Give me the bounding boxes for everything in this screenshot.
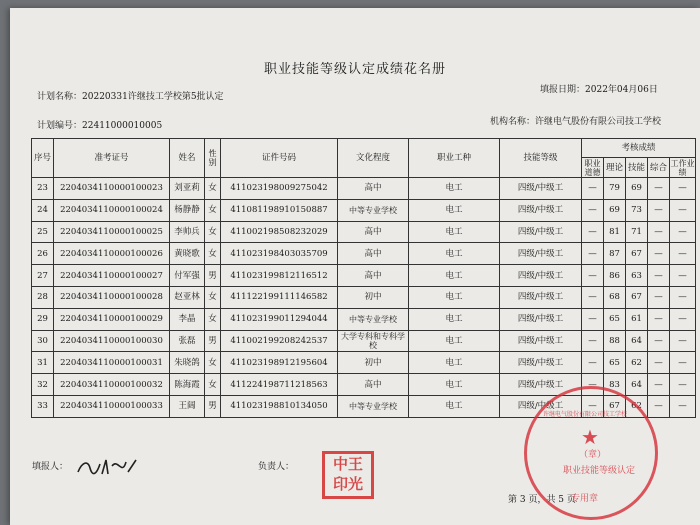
cell-id-no: 411023199011294044: [221, 308, 338, 330]
cell-id-no: 411002199208242537: [221, 330, 338, 352]
header-scores: 考核成绩: [582, 139, 696, 158]
cell-comprehensive: —: [648, 265, 670, 287]
header-skill: 技能: [626, 158, 648, 178]
cell-work-performance: —: [670, 308, 696, 330]
filler-signature: [74, 454, 140, 480]
cell-name: 杨静静: [170, 199, 205, 221]
cell-seq: 29: [32, 308, 54, 330]
cell-ethics: —: [582, 243, 604, 265]
cell-work-performance: —: [670, 178, 696, 200]
cell-comprehensive: —: [648, 395, 670, 417]
cell-level: 四级/中级工: [500, 178, 582, 200]
cell-theory: 68: [604, 286, 626, 308]
cell-occupation: 电工: [409, 352, 500, 374]
cell-ethics: —: [582, 221, 604, 243]
cell-ethics: —: [582, 395, 604, 417]
cell-gender: 女: [205, 308, 221, 330]
page-title: 职业技能等级认定成绩花名册: [263, 62, 446, 77]
cell-theory: 65: [604, 308, 626, 330]
cell-comprehensive: —: [648, 221, 670, 243]
cell-seq: 33: [32, 395, 54, 417]
cell-name: 朱晓鸽: [170, 352, 205, 374]
cell-occupation: 电工: [409, 178, 500, 200]
cell-occupation: 电工: [409, 374, 500, 396]
cell-gender: 男: [205, 265, 221, 287]
cell-theory: 67: [604, 395, 626, 417]
cell-occupation: 电工: [409, 199, 500, 221]
header-ethics: 职业道德: [582, 158, 604, 178]
cell-skill: 63: [626, 265, 648, 287]
cell-education: 初中: [338, 286, 409, 308]
header-theory: 理论: [604, 158, 626, 178]
cell-id-no: 411122199111146582: [221, 286, 338, 308]
cell-ethics: —: [582, 265, 604, 287]
cell-ethics: —: [582, 374, 604, 396]
cell-level: 四级/中级工: [500, 265, 582, 287]
cell-name: 付军强: [170, 265, 205, 287]
cell-education: 高中: [338, 374, 409, 396]
header-gender: 性别: [205, 139, 221, 178]
fill-date-label: 填报日期：: [540, 85, 586, 95]
table-row: [32, 243, 696, 265]
cell-skill: 61: [626, 308, 648, 330]
cell-gender: 女: [205, 286, 221, 308]
cell-education: 高中: [338, 221, 409, 243]
cell-education: 高中: [338, 265, 409, 287]
cell-id-no: 411023199812116512: [221, 265, 338, 287]
table-row: [32, 352, 696, 374]
header-name: 姓名: [170, 139, 205, 178]
plan-name-value: 20220331许继技工学校第5批认定: [82, 92, 224, 102]
cell-seq: 31: [32, 352, 54, 374]
cell-occupation: 电工: [409, 330, 500, 352]
plan-no-label: 计划编号：: [37, 121, 83, 131]
cell-skill: 67: [626, 243, 648, 265]
table-row: [32, 199, 696, 221]
cell-seq: 32: [32, 374, 54, 396]
cell-skill: 64: [626, 374, 648, 396]
cell-work-performance: —: [670, 395, 696, 417]
cell-name: 张磊: [170, 330, 205, 352]
plan-name-line: [37, 89, 224, 102]
cell-exam-no: 2204034110000100025: [54, 221, 170, 243]
score-table: [31, 138, 696, 418]
plan-name-label: 计划名称：: [37, 92, 83, 102]
cell-skill: 62: [626, 395, 648, 417]
plan-no-value: 22411000010005: [82, 121, 163, 131]
cell-theory: 86: [604, 265, 626, 287]
cell-education: 中等专业学校: [338, 395, 409, 417]
cell-ethics: —: [582, 330, 604, 352]
cell-work-performance: —: [670, 374, 696, 396]
cell-exam-no: 2204034110000100030: [54, 330, 170, 352]
cell-occupation: 电工: [409, 221, 500, 243]
cell-ethics: —: [582, 308, 604, 330]
cell-ethics: —: [582, 352, 604, 374]
org-name-label: 机构名称：: [490, 117, 536, 127]
cell-level: 四级/中级工: [500, 199, 582, 221]
cell-theory: 87: [604, 243, 626, 265]
cell-name: 刘亚莉: [170, 178, 205, 200]
table-row: [32, 265, 696, 287]
cell-work-performance: —: [670, 330, 696, 352]
personal-seal-line2: 印光: [332, 475, 363, 493]
table-body: [32, 178, 696, 418]
cell-exam-no: 2204034110000100033: [54, 395, 170, 417]
cell-occupation: 电工: [409, 265, 500, 287]
header-education: 文化程度: [338, 139, 409, 178]
table-row: [32, 286, 696, 308]
cell-education: 中等专业学校: [338, 199, 409, 221]
cell-seq: 26: [32, 243, 54, 265]
official-seal-text-org: 许继电气股份有限公司技工学校: [543, 411, 628, 418]
cell-theory: 83: [604, 374, 626, 396]
cell-seq: 28: [32, 286, 54, 308]
cell-comprehensive: —: [648, 374, 670, 396]
cell-gender: 女: [205, 352, 221, 374]
cell-theory: 81: [604, 221, 626, 243]
cell-skill: 67: [626, 286, 648, 308]
cell-gender: 女: [205, 221, 221, 243]
header-exam-no: 准考证号: [54, 139, 170, 178]
cell-id-no: 411224198711218563: [221, 374, 338, 396]
official-seal-text-bottom: 专用章: [571, 494, 599, 504]
cell-id-no: 411023198912195604: [221, 352, 338, 374]
cell-level: 四级/中级工: [500, 221, 582, 243]
personal-seal-line1: 中王: [332, 455, 363, 473]
cell-name: 陈海霞: [170, 374, 205, 396]
cell-level: 四级/中级工: [500, 374, 582, 396]
cell-level: 四级/中级工: [500, 395, 582, 417]
cell-level: 四级/中级工: [500, 352, 582, 374]
cell-comprehensive: —: [648, 243, 670, 265]
cell-work-performance: —: [670, 243, 696, 265]
cell-gender: 男: [205, 395, 221, 417]
cell-work-performance: —: [670, 286, 696, 308]
cell-exam-no: 2204034110000100027: [54, 265, 170, 287]
official-seal-text-top: 职业技能等级认定: [563, 466, 636, 476]
cell-education: 大学专科和专科学校: [338, 330, 409, 352]
header-comprehensive: 综合: [648, 158, 670, 178]
table-row: [32, 330, 696, 352]
cell-seq: 30: [32, 330, 54, 352]
header-level: 技能等级: [500, 139, 582, 178]
cell-skill: 64: [626, 330, 648, 352]
cell-seq: 25: [32, 221, 54, 243]
cell-gender: 女: [205, 374, 221, 396]
cell-level: 四级/中级工: [500, 286, 582, 308]
cell-occupation: 电工: [409, 308, 500, 330]
plan-no-line: [37, 118, 162, 131]
cell-exam-no: 2204034110000100032: [54, 374, 170, 396]
cell-skill: 71: [626, 221, 648, 243]
table-row: [32, 178, 696, 200]
cell-gender: 男: [205, 330, 221, 352]
cell-exam-no: 2204034110000100023: [54, 178, 170, 200]
cell-id-no: 411081198910150887: [221, 199, 338, 221]
filler-label: 填报人：: [32, 462, 69, 472]
cell-ethics: —: [582, 286, 604, 308]
cell-exam-no: 2204034110000100031: [54, 352, 170, 374]
fill-date-value: 2022年04月06日: [585, 85, 658, 95]
cell-level: 四级/中级工: [500, 243, 582, 265]
roster-document: [10, 8, 700, 525]
org-name-value: 许继电气股份有限公司技工学校: [535, 117, 662, 127]
cell-id-no: 411023198009275042: [221, 178, 338, 200]
org-name-line: [490, 114, 661, 127]
cell-comprehensive: —: [648, 199, 670, 221]
header-work-performance: 工作业绩: [670, 158, 695, 177]
cell-id-no: 411002198508232029: [221, 221, 338, 243]
cell-theory: 69: [604, 199, 626, 221]
cell-seq: 24: [32, 199, 54, 221]
cell-comprehensive: —: [648, 286, 670, 308]
cell-theory: 65: [604, 352, 626, 374]
cell-theory: 79: [604, 178, 626, 200]
cell-education: 中等专业学校: [338, 308, 409, 330]
cell-seq: 23: [32, 178, 54, 200]
cell-work-performance: —: [670, 221, 696, 243]
cell-name: 李晶: [170, 308, 205, 330]
header-occupation: 职业工种: [409, 139, 500, 178]
cell-exam-no: 2204034110000100029: [54, 308, 170, 330]
cell-occupation: 电工: [409, 286, 500, 308]
cell-occupation: 电工: [409, 395, 500, 417]
cell-exam-no: 2204034110000100028: [54, 286, 170, 308]
personal-seal: [322, 451, 374, 499]
cell-gender: 女: [205, 243, 221, 265]
cell-gender: 女: [205, 178, 221, 200]
cell-work-performance: —: [670, 265, 696, 287]
cell-name: 李帅兵: [170, 221, 205, 243]
cell-ethics: —: [582, 178, 604, 200]
official-seal: [524, 386, 658, 520]
cell-name: 王阔: [170, 395, 205, 417]
cell-work-performance: —: [670, 199, 696, 221]
cell-occupation: 电工: [409, 243, 500, 265]
table-row: [32, 221, 696, 243]
table-row: [32, 308, 696, 330]
fill-date-line: [540, 82, 658, 95]
cell-skill: 69: [626, 178, 648, 200]
cell-gender: 女: [205, 199, 221, 221]
cell-name: 黄晓歌: [170, 243, 205, 265]
cell-id-no: 411023198403035709: [221, 243, 338, 265]
star-icon: ★: [581, 425, 599, 449]
cell-work-performance: —: [670, 352, 696, 374]
cell-name: 赵亚林: [170, 286, 205, 308]
cell-comprehensive: —: [648, 352, 670, 374]
cell-seq: 27: [32, 265, 54, 287]
cell-comprehensive: —: [648, 330, 670, 352]
header-seq: 序号: [32, 139, 54, 178]
cell-education: 高中: [338, 243, 409, 265]
cell-level: 四级/中级工: [500, 330, 582, 352]
cell-id-no: 411023198810134050: [221, 395, 338, 417]
cell-comprehensive: —: [648, 308, 670, 330]
cell-education: 高中: [338, 178, 409, 200]
cell-skill: 73: [626, 199, 648, 221]
page-indicator: 第 3 页，共 5 页: [508, 495, 576, 505]
cell-exam-no: 2204034110000100024: [54, 199, 170, 221]
cell-ethics: —: [582, 199, 604, 221]
header-id-no: 证件号码: [221, 139, 338, 178]
cell-theory: 88: [604, 330, 626, 352]
cell-exam-no: 2204034110000100026: [54, 243, 170, 265]
cell-education: 初中: [338, 352, 409, 374]
responsible-label: 负责人：: [258, 462, 295, 472]
cell-skill: 62: [626, 352, 648, 374]
cell-comprehensive: —: [648, 178, 670, 200]
official-seal-text-mark: （章）: [579, 450, 607, 460]
cell-level: 四级/中级工: [500, 308, 582, 330]
